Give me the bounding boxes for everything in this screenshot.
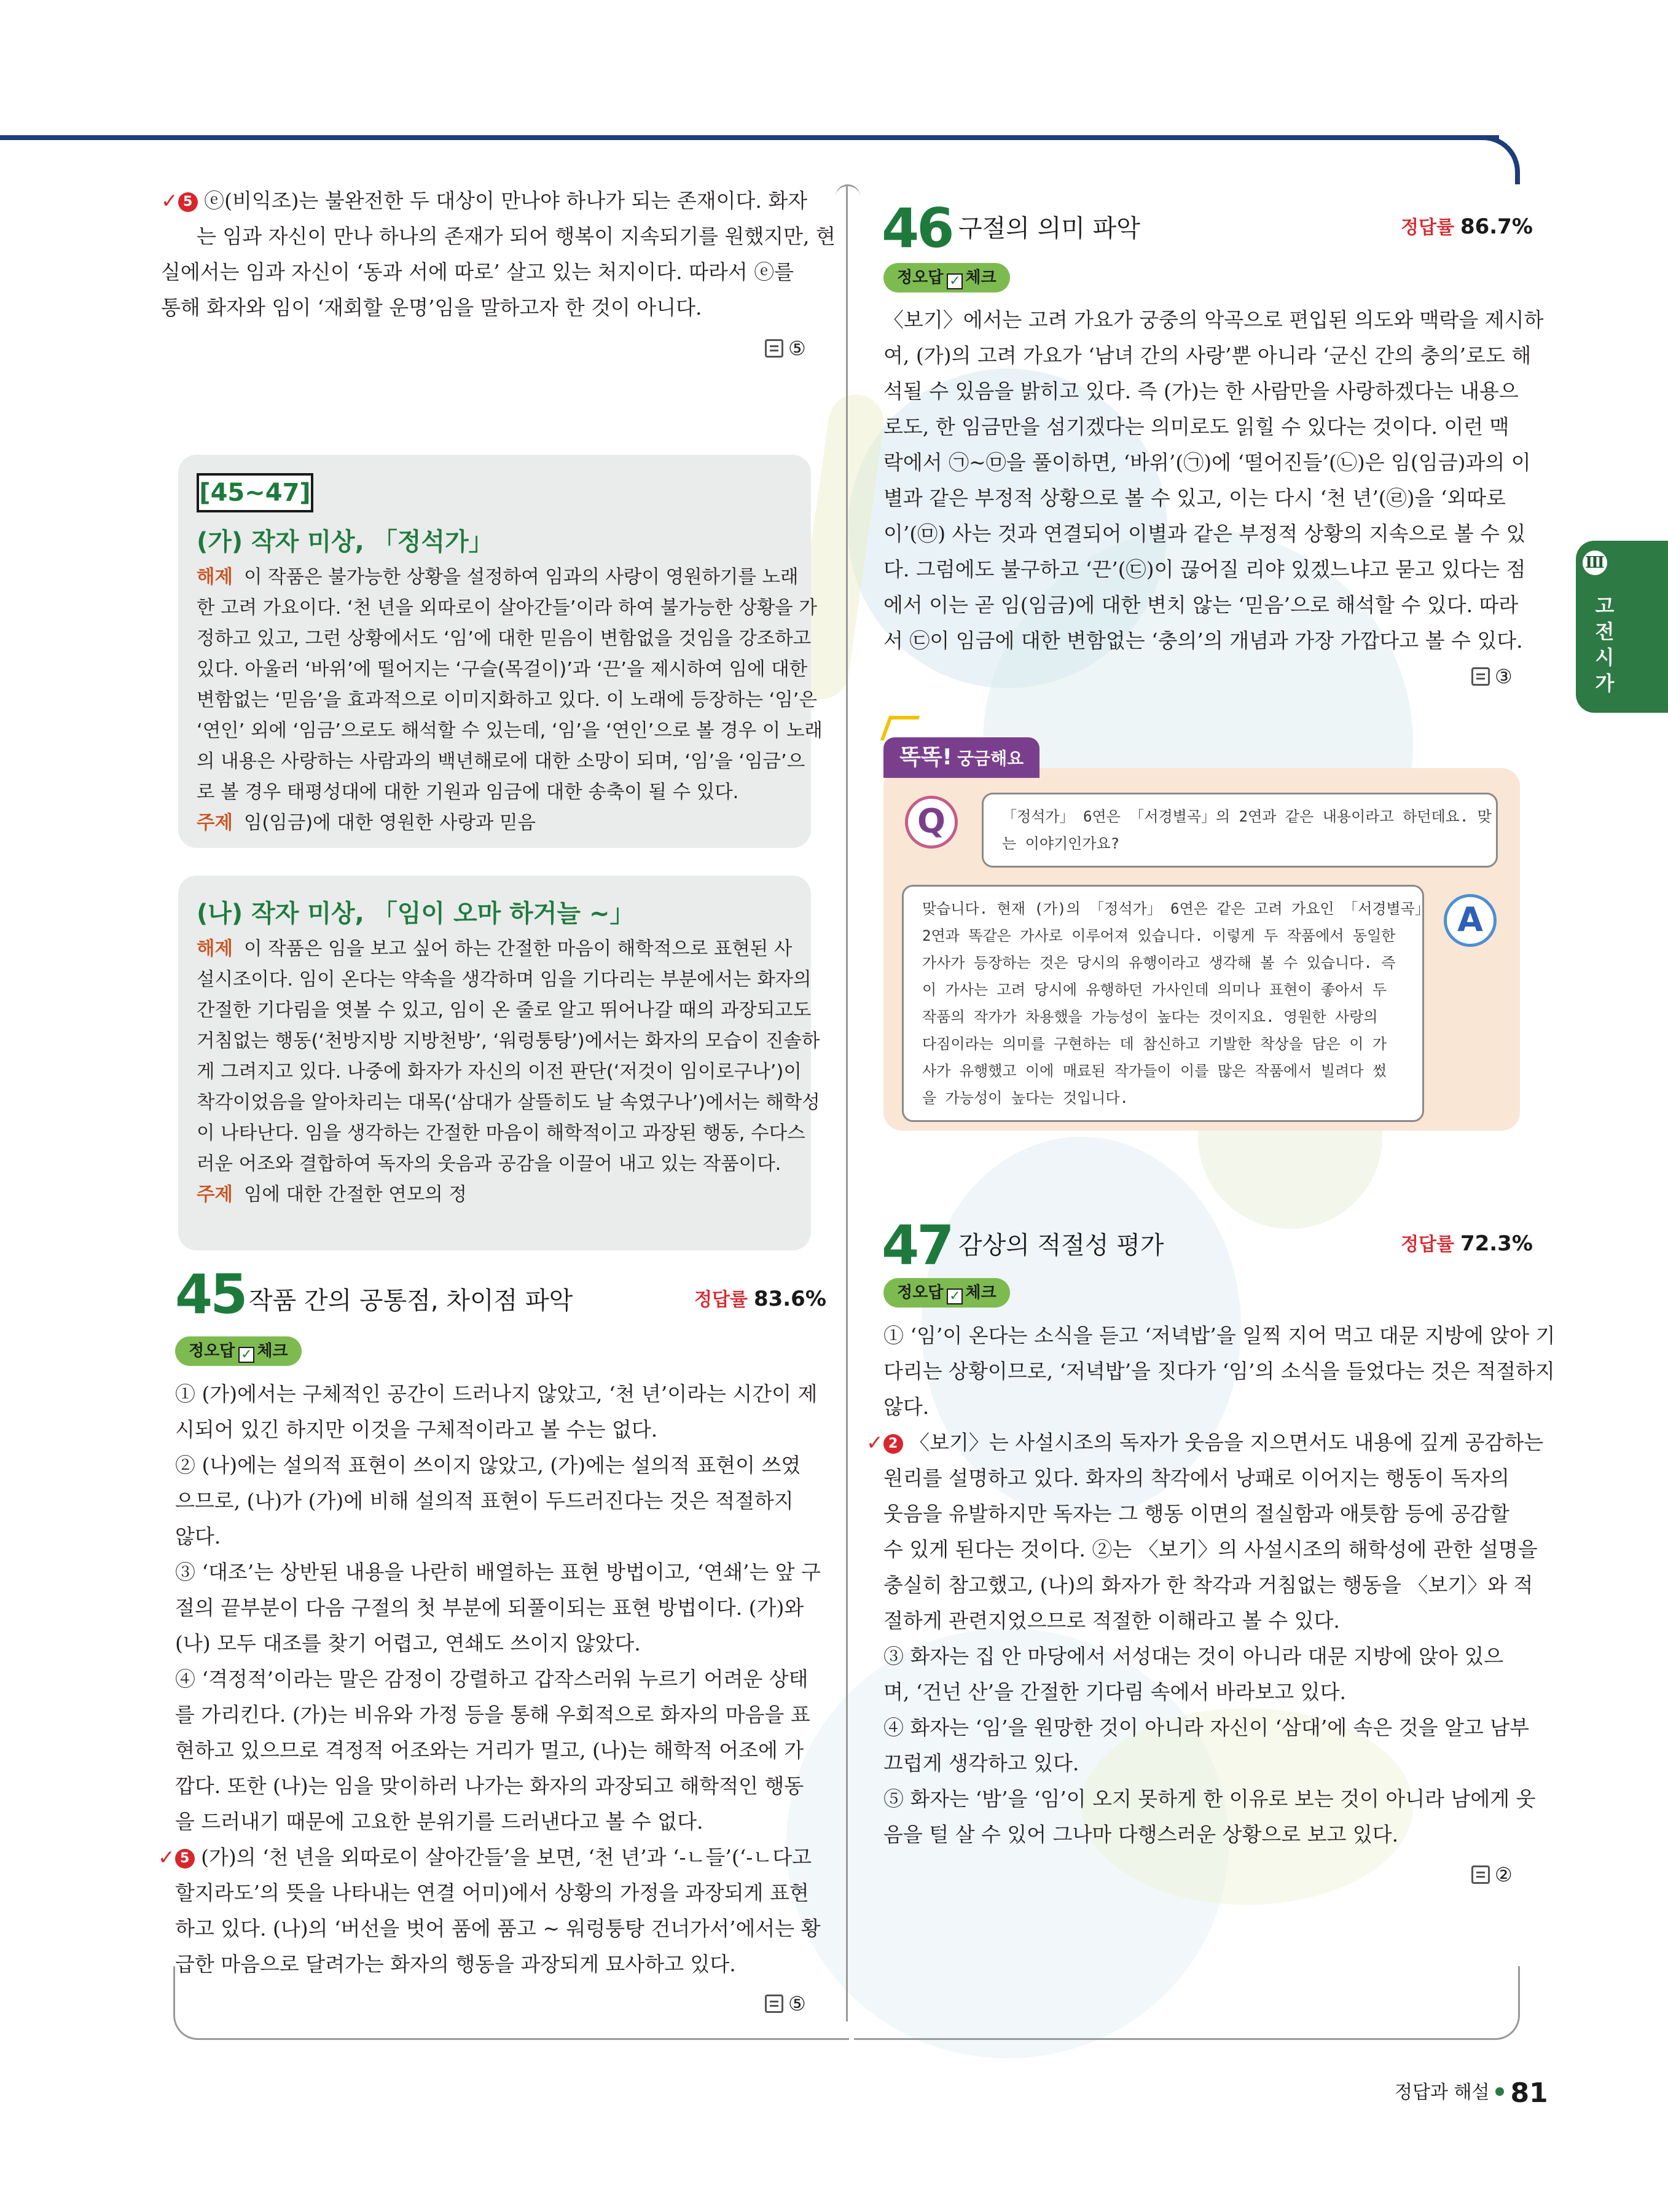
explanation-line: ② (나)에는 설의적 표현이 쓰이지 않았고, (가)에는 설의적 표현이 쓰였: [175, 1453, 801, 1477]
check-pill-label: 정오답: [897, 269, 944, 287]
explanation-line: 수 있게 된다는 것이다. ②는 〈보기〉의 사설시조의 해학성에 관한 설명을: [883, 1537, 1538, 1561]
correct-check-icon: ✓: [161, 189, 178, 213]
passage-line: 로 볼 경우 태평성대에 대한 기원과 임금에 대한 송축이 될 수 있다.: [197, 782, 739, 803]
passage-line: 착각이었음을 알아차리는 대목(‘삼대가 살뜰히도 날 속였구나’)에서는 해학성: [197, 1092, 820, 1113]
passage-line: 있다. 아울러 ‘바위’에 떨어지는 ‘구슬(목걸이)’과 ‘끈’을 제시하여 임에 대한: [197, 659, 808, 680]
explanation-line: ① (가)에서는 구체적인 공간이 드러나지 않았고, ‘천 년’이라는 시간이 제: [175, 1382, 818, 1406]
q45-explanation: [158, 1376, 821, 1982]
answer-value: ⑤: [788, 337, 806, 360]
question-range: [45~47]: [197, 473, 313, 512]
rate-value: 72.3%: [1460, 1231, 1533, 1256]
footer-dot-icon: [1495, 2087, 1504, 2096]
correct-rate-45: [694, 1284, 826, 1311]
correct-check-icon: ✓: [866, 1430, 883, 1454]
explanation-line: 로도, 한 임금만을 섬기겠다는 의미로도 읽힐 수 있다는 것이다. 이런 맥: [883, 415, 1509, 439]
chapter-title: [1592, 593, 1617, 696]
column-divider-cap: [836, 184, 860, 197]
answer-line: 다짐이라는 의미를 구현하는 데 참신하고 기발한 착상을 담은 이 가: [922, 1035, 1387, 1053]
passage-ga-title: (가) 작자 미상, 「정석가」: [197, 528, 493, 556]
theme-text: 임에 대한 간절한 연모의 정: [243, 1184, 467, 1206]
answer-mark: [1471, 665, 1513, 688]
explanation-line: 끄럽게 생각하고 있다.: [883, 1751, 1079, 1775]
q47-explanation: [866, 1318, 1556, 1853]
question-title-45: 작품 간의 공통점, 차이점 파악: [249, 1287, 573, 1315]
rate-label: 정답률: [1401, 1234, 1454, 1255]
explanation-line: 원리를 설명하고 있다. 화자의 착각에서 낭패로 이어지는 행동이 독자의: [883, 1466, 1509, 1490]
footer-label: 정답과 해설: [1395, 2082, 1490, 2103]
explanation-line: 시되어 있긴 하지만 이것을 구체적이라고 볼 수는 없다.: [175, 1418, 658, 1441]
answer-mark: [765, 337, 806, 360]
passage-line: 설시조이다. 임이 온다는 약속을 생각하며 임을 기다리는 부분에서는 화자의: [197, 969, 812, 990]
explanation-line: 하고 있다. (나)의 ‘버선을 벗어 품에 품고 ~ 워렁퉁탕 건너가서’에서는 황: [175, 1916, 821, 1940]
explanation-line: (나) 모두 대조를 찾기 어렵고, 연쇄도 쓰이지 않았다.: [175, 1631, 641, 1655]
qa-tab-title: 똑똑!: [899, 745, 952, 770]
theme-label: 주제: [197, 812, 233, 834]
question-number-46: 46: [882, 197, 952, 260]
question-bubble: [982, 793, 1498, 868]
intro-explanation: [161, 183, 836, 326]
correct-rate-47: [1401, 1229, 1533, 1256]
chapter-title-char: 전: [1595, 620, 1615, 643]
answer-letter-icon: A: [1444, 894, 1497, 947]
explanation-line: 락에서 ㉠~㉤을 풀이하면, ‘바위’(㉠)에 ‘떨어진들’(㉡)은 임(임금)과의 이: [883, 450, 1531, 474]
passage-ga-body: [197, 562, 823, 839]
explanation-line: 며, ‘건넌 산’을 간절한 기다림 속에서 바라보고 있다.: [883, 1680, 1346, 1704]
passage-line: 게 그려지고 있다. 나중에 화자가 자신의 이전 판단(‘저것이 임이로구나’)이: [197, 1061, 802, 1083]
answer-value: ⑤: [788, 1992, 806, 2015]
correct-explanation-line: [158, 1840, 820, 1875]
page-number: 81: [1510, 2077, 1548, 2109]
check-pill-45: [175, 1336, 302, 1366]
qa-tab: [883, 737, 1040, 778]
question-icon: Q: [905, 796, 958, 849]
answer-line: 맞습니다. 현재 (가)의 「정석가」 6연은 같은 고려 가요인 「서경별곡」: [922, 900, 1430, 917]
checkbox-icon: ✓: [947, 273, 963, 289]
explanation-line: 급한 마음으로 달려가는 화자의 행동을 과장되게 묘사하고 있다.: [175, 1952, 736, 1976]
theme-text: 임(임금)에 대한 영원한 사랑과 믿음: [243, 812, 536, 834]
explanation-line: 웃음을 유발하지만 독자는 그 행동 이면의 절실함과 애틋함 등에 공감할: [883, 1502, 1509, 1526]
answer-line: 사가 유행했고 이에 매료된 작가들이 이를 많은 작품에서 빌려다 썼: [922, 1062, 1387, 1080]
passage-line: 한 고려 가요이다. ‘천 년을 외따로이 살아간들’이라 하여 불가능한 상황을 가: [197, 597, 817, 619]
question-line: 「정석가」 6연은 「서경별곡」의 2연과 같은 내용이라고 하던데요. 맞: [1002, 808, 1492, 825]
explanation-line: 절의 끝부분이 다음 구절의 첫 부분에 되풀이되는 표현 방법이다. (가)와: [175, 1596, 804, 1620]
chapter-title-char: 가: [1595, 672, 1615, 695]
choice-badge: 2: [883, 1434, 903, 1454]
answer-icon: [765, 1994, 783, 2013]
q46-explanation: [883, 302, 1544, 659]
rate-label: 정답률: [1401, 217, 1454, 238]
explanation-line: 이’(㉤) 사는 것과 연결되어 이별과 같은 부정적 상황의 지속으로 볼 수 있: [883, 522, 1526, 546]
explanation-line: 〈보기〉에서는 고려 가요가 궁중의 악곡으로 편입된 의도와 맥락을 제시하: [883, 308, 1544, 332]
explanation-line: ⑤ 화자는 ‘밤’을 ‘임’이 오지 못하게 한 이유로 보는 것이 아니라 남에게 웃: [883, 1787, 1536, 1811]
right-column-frame: [854, 1966, 1520, 2040]
rate-value: 83.6%: [753, 1287, 826, 1311]
question-number-47: 47: [882, 1214, 952, 1277]
answer-icon: [1471, 667, 1490, 686]
answer-icon: [765, 339, 783, 358]
explanation-line: 할지라도’의 뜻을 나타내는 연결 어미)에서 상황의 가정을 과장되게 표현: [175, 1881, 809, 1905]
check-pill-label: 체크: [965, 1284, 996, 1302]
passage-line: 간절한 기다림을 엿볼 수 있고, 임이 온 줄로 알고 뛰어나갈 때의 과장되고도: [197, 1000, 812, 1021]
checkbox-icon: ✓: [238, 1347, 254, 1363]
explanation-line: ① ‘임’이 온다는 소식을 듣고 ‘저녁밥’을 일찍 지어 먹고 대문 지방에 앉아 기: [883, 1324, 1556, 1347]
explanation-line: 별과 같은 부정적 상황으로 볼 수 있고, 이는 다시 ‘천 년’(㉣)을 ‘외따로: [883, 486, 1506, 510]
explanation-line: 음을 털 살 수 있어 그나마 다행스러운 상황으로 보고 있다.: [883, 1822, 1399, 1846]
explanation-line: 깝다. 또한 (나)는 임을 맞이하러 나가는 화자의 과장되고 해학적인 행동: [175, 1774, 804, 1798]
explanation-line: ③ 화자는 집 안 마당에서 서성대는 것이 아니라 대문 지방에 앉아 있으: [883, 1644, 1504, 1668]
chapter-number-badge: Ⅲ: [1580, 548, 1610, 578]
page-footer: [1395, 2077, 1548, 2109]
explanation-line: 서 ㉢이 임금에 대한 변함없는 ‘충의’의 개념과 가장 가깝다고 볼 수 있다.: [883, 629, 1523, 653]
checkbox-icon: ✓: [947, 1288, 963, 1304]
header-rule: [0, 135, 1499, 140]
check-pill-label: 체크: [257, 1342, 288, 1360]
passage-line: [197, 562, 799, 593]
haeje-label: 해제: [197, 938, 233, 960]
question-number-45: 45: [175, 1263, 246, 1326]
explanation-line: 충실히 참고했고, (나)의 화자가 한 착각과 거침없는 행동을 〈보기〉와 적: [883, 1573, 1533, 1597]
explanation-line: ④ 화자는 ‘임’을 원망한 것이 아니라 자신이 ‘삼대’에 속은 것을 알고 남부: [883, 1716, 1530, 1739]
answer-value: ②: [1495, 1863, 1513, 1886]
passage-na-body: [197, 934, 820, 1210]
passage-line: 변함없는 ‘믿음’을 효과적으로 이미지화하고 있다. 이 노래에 등장하는 ‘임’은: [197, 689, 817, 711]
explanation-line: ④ ‘격정적’이라는 말은 감정이 강렬하고 갑작스러워 누르기 어려운 상태: [175, 1667, 809, 1691]
rate-label: 정답률: [694, 1289, 748, 1311]
question-title-47: 감상의 적절성 평가: [958, 1231, 1164, 1260]
haeje-label: 해제: [197, 567, 233, 588]
answer-line: 2연과 똑같은 가사로 이루어져 있습니다. 이렇게 두 작품에서 동일한: [922, 927, 1396, 944]
passage-line: 거침없는 행동(‘천방지방 지방천방’, ‘워렁퉁탕’)에서는 화자의 모습이 진솔하: [197, 1030, 820, 1052]
correct-check-icon: ✓: [158, 1845, 175, 1869]
passage-text: 이 작품은 임을 보고 싶어 하는 간절한 마음이 해학적으로 표현된 사: [243, 938, 793, 960]
answer-icon: [1471, 1865, 1490, 1884]
check-pill-46: [883, 263, 1010, 292]
explanation-line: 석될 수 있음을 밝히고 있다. 즉 (가)는 한 사람만을 사랑하겠다는 내용으: [883, 379, 1519, 403]
explanation-line: 다. 그럼에도 불구하고 ‘끈’(㉢)이 끊어질 리야 있겠느냐고 묻고 있다는 점: [883, 557, 1526, 581]
spark-icon: [880, 716, 920, 740]
passage-line: 의 내용은 사랑하는 사람과의 백년해로에 대한 소망이 되며, ‘임’을 ‘임금’으: [197, 751, 805, 772]
theme-label: 주제: [197, 1184, 233, 1206]
explanation-line: 여, (가)의 고려 가요가 ‘남녀 간의 사랑’뿐 아니라 ‘군신 간의 충의’로도 해: [883, 343, 1532, 367]
answer-line: 작품의 작가가 차용했을 가능성이 높다는 것이지요. 영원한 사랑의: [922, 1008, 1378, 1026]
explanation-line: 다리는 상황이므로, ‘저녁밥’을 짓다가 ‘임’의 소식을 들었다는 것은 적절하지: [883, 1359, 1555, 1383]
check-pill-label: 정오답: [897, 1284, 944, 1302]
answer-line: 이 가사는 고려 당시에 유행하던 가사인데 의미나 표현이 좋아서 두: [922, 981, 1387, 998]
passage-theme: [197, 1180, 799, 1210]
correct-rate-46: [1401, 212, 1533, 239]
rate-value: 86.7%: [1460, 214, 1533, 239]
intro-line: [161, 183, 818, 219]
explanation-line: 절하게 관련지었으므로 적절한 이해라고 볼 수 있다.: [883, 1609, 1340, 1633]
answer-mark: [1471, 1863, 1513, 1886]
passage-na-title: (나) 작자 미상, 「임이 오마 하거늘 ~」: [197, 900, 635, 928]
explanation-line: 않다.: [175, 1524, 221, 1548]
qa-tab-subtitle: 궁금해요: [957, 748, 1024, 769]
explanation-line: 를 가리킨다. (가)는 비유와 가정 등을 통해 우회적으로 화자의 마음을 표: [175, 1703, 810, 1727]
explanation-line: ③ ‘대조’는 상반된 내용을 나란히 배열하는 표현 방법이고, ‘연쇄’는 앞 구: [175, 1560, 821, 1584]
chapter-title-char: 고: [1595, 594, 1615, 618]
passage-line: ‘연인’ 외에 ‘임금’으로도 해석할 수 있는데, ‘임’을 ‘연인’으로 볼 경우 이 노래: [197, 720, 823, 742]
answer-mark: [765, 1992, 806, 2015]
intro-text: ⓔ(비익조)는 불완전한 두 대상이 만나야 하나가 되는 존재이다. 화자: [204, 189, 808, 213]
answer-line: 가사가 등장하는 것은 당시의 유행이라고 생각해 볼 수 있습니다. 즉: [922, 954, 1396, 971]
check-pill-47: [883, 1278, 1010, 1308]
explanation-line: 에서 이는 곧 임(임금)에 대한 변치 않는 ‘믿음’으로 해석할 수 있다. 따라: [883, 593, 1519, 617]
explanation-text: (가)의 ‘천 년을 외따로이 살아간들’을 보면, ‘천 년’과 ‘-ㄴ들’(‘-ㄴ다고: [201, 1845, 812, 1869]
passage-theme: [197, 808, 799, 839]
explanation-line: 을 드러내기 때문에 고요한 분위기를 드러낸다고 볼 수 없다.: [175, 1810, 703, 1834]
intro-line: 통해 화자와 임이 ‘재회할 운명’임을 말하고자 한 것이 아니다.: [161, 296, 702, 320]
correct-explanation-line: [866, 1425, 1544, 1461]
explanation-line: 않다.: [883, 1395, 930, 1419]
column-divider: [846, 184, 848, 2022]
intro-line: 는 임과 자신이 만나 하나의 존재가 되어 행복이 지속되기를 원했지만, 현: [197, 224, 836, 248]
passage-text: 이 작품은 불가능한 상황을 설정하여 임과의 사랑이 영원하기를 노래: [243, 567, 799, 588]
choice-badge: 5: [178, 192, 198, 212]
check-pill-label: 정오답: [189, 1342, 235, 1360]
check-pill-label: 체크: [965, 269, 996, 287]
passage-line: 정하고 있고, 그런 상황에서도 ‘임’에 대한 믿음이 변함없을 것임을 강조하고: [197, 628, 812, 649]
header-rule-curve: [1474, 135, 1520, 184]
question-line: 는 이야기인가요?: [1002, 835, 1120, 852]
explanation-text: 〈보기〉는 사설시조의 독자가 웃음을 지으면서도 내용에 깊게 공감하는: [909, 1430, 1544, 1454]
chapter-title-char: 시: [1595, 646, 1615, 669]
answer-value: ③: [1495, 665, 1513, 688]
passage-line: 러운 어조와 결합하여 독자의 웃음과 공감을 이끌어 내고 있는 작품이다.: [197, 1153, 781, 1175]
intro-line: 실에서는 임과 자신이 ‘동과 서에 따로’ 살고 있는 처지이다. 따라서 ⓔ를: [161, 260, 794, 284]
choice-badge: 5: [175, 1849, 195, 1869]
explanation-line: 현하고 있으므로 격정적 어조와는 거리가 멀고, (나)는 해학적 어조에 가: [175, 1738, 804, 1762]
passage-line: [197, 934, 799, 965]
question-title-46: 구절의 의미 파악: [958, 214, 1140, 243]
passage-line: 이 나타난다. 임을 생각하는 간절한 마음이 해학적이고 과장된 행동, 수다스: [197, 1123, 805, 1144]
answer-bubble: [902, 885, 1430, 1122]
explanation-line: 으므로, (나)가 (가)에 비해 설의적 표현이 두드러진다는 것은 적절하지: [175, 1489, 794, 1513]
answer-line: 을 가능성이 높다는 것입니다.: [922, 1089, 1129, 1107]
